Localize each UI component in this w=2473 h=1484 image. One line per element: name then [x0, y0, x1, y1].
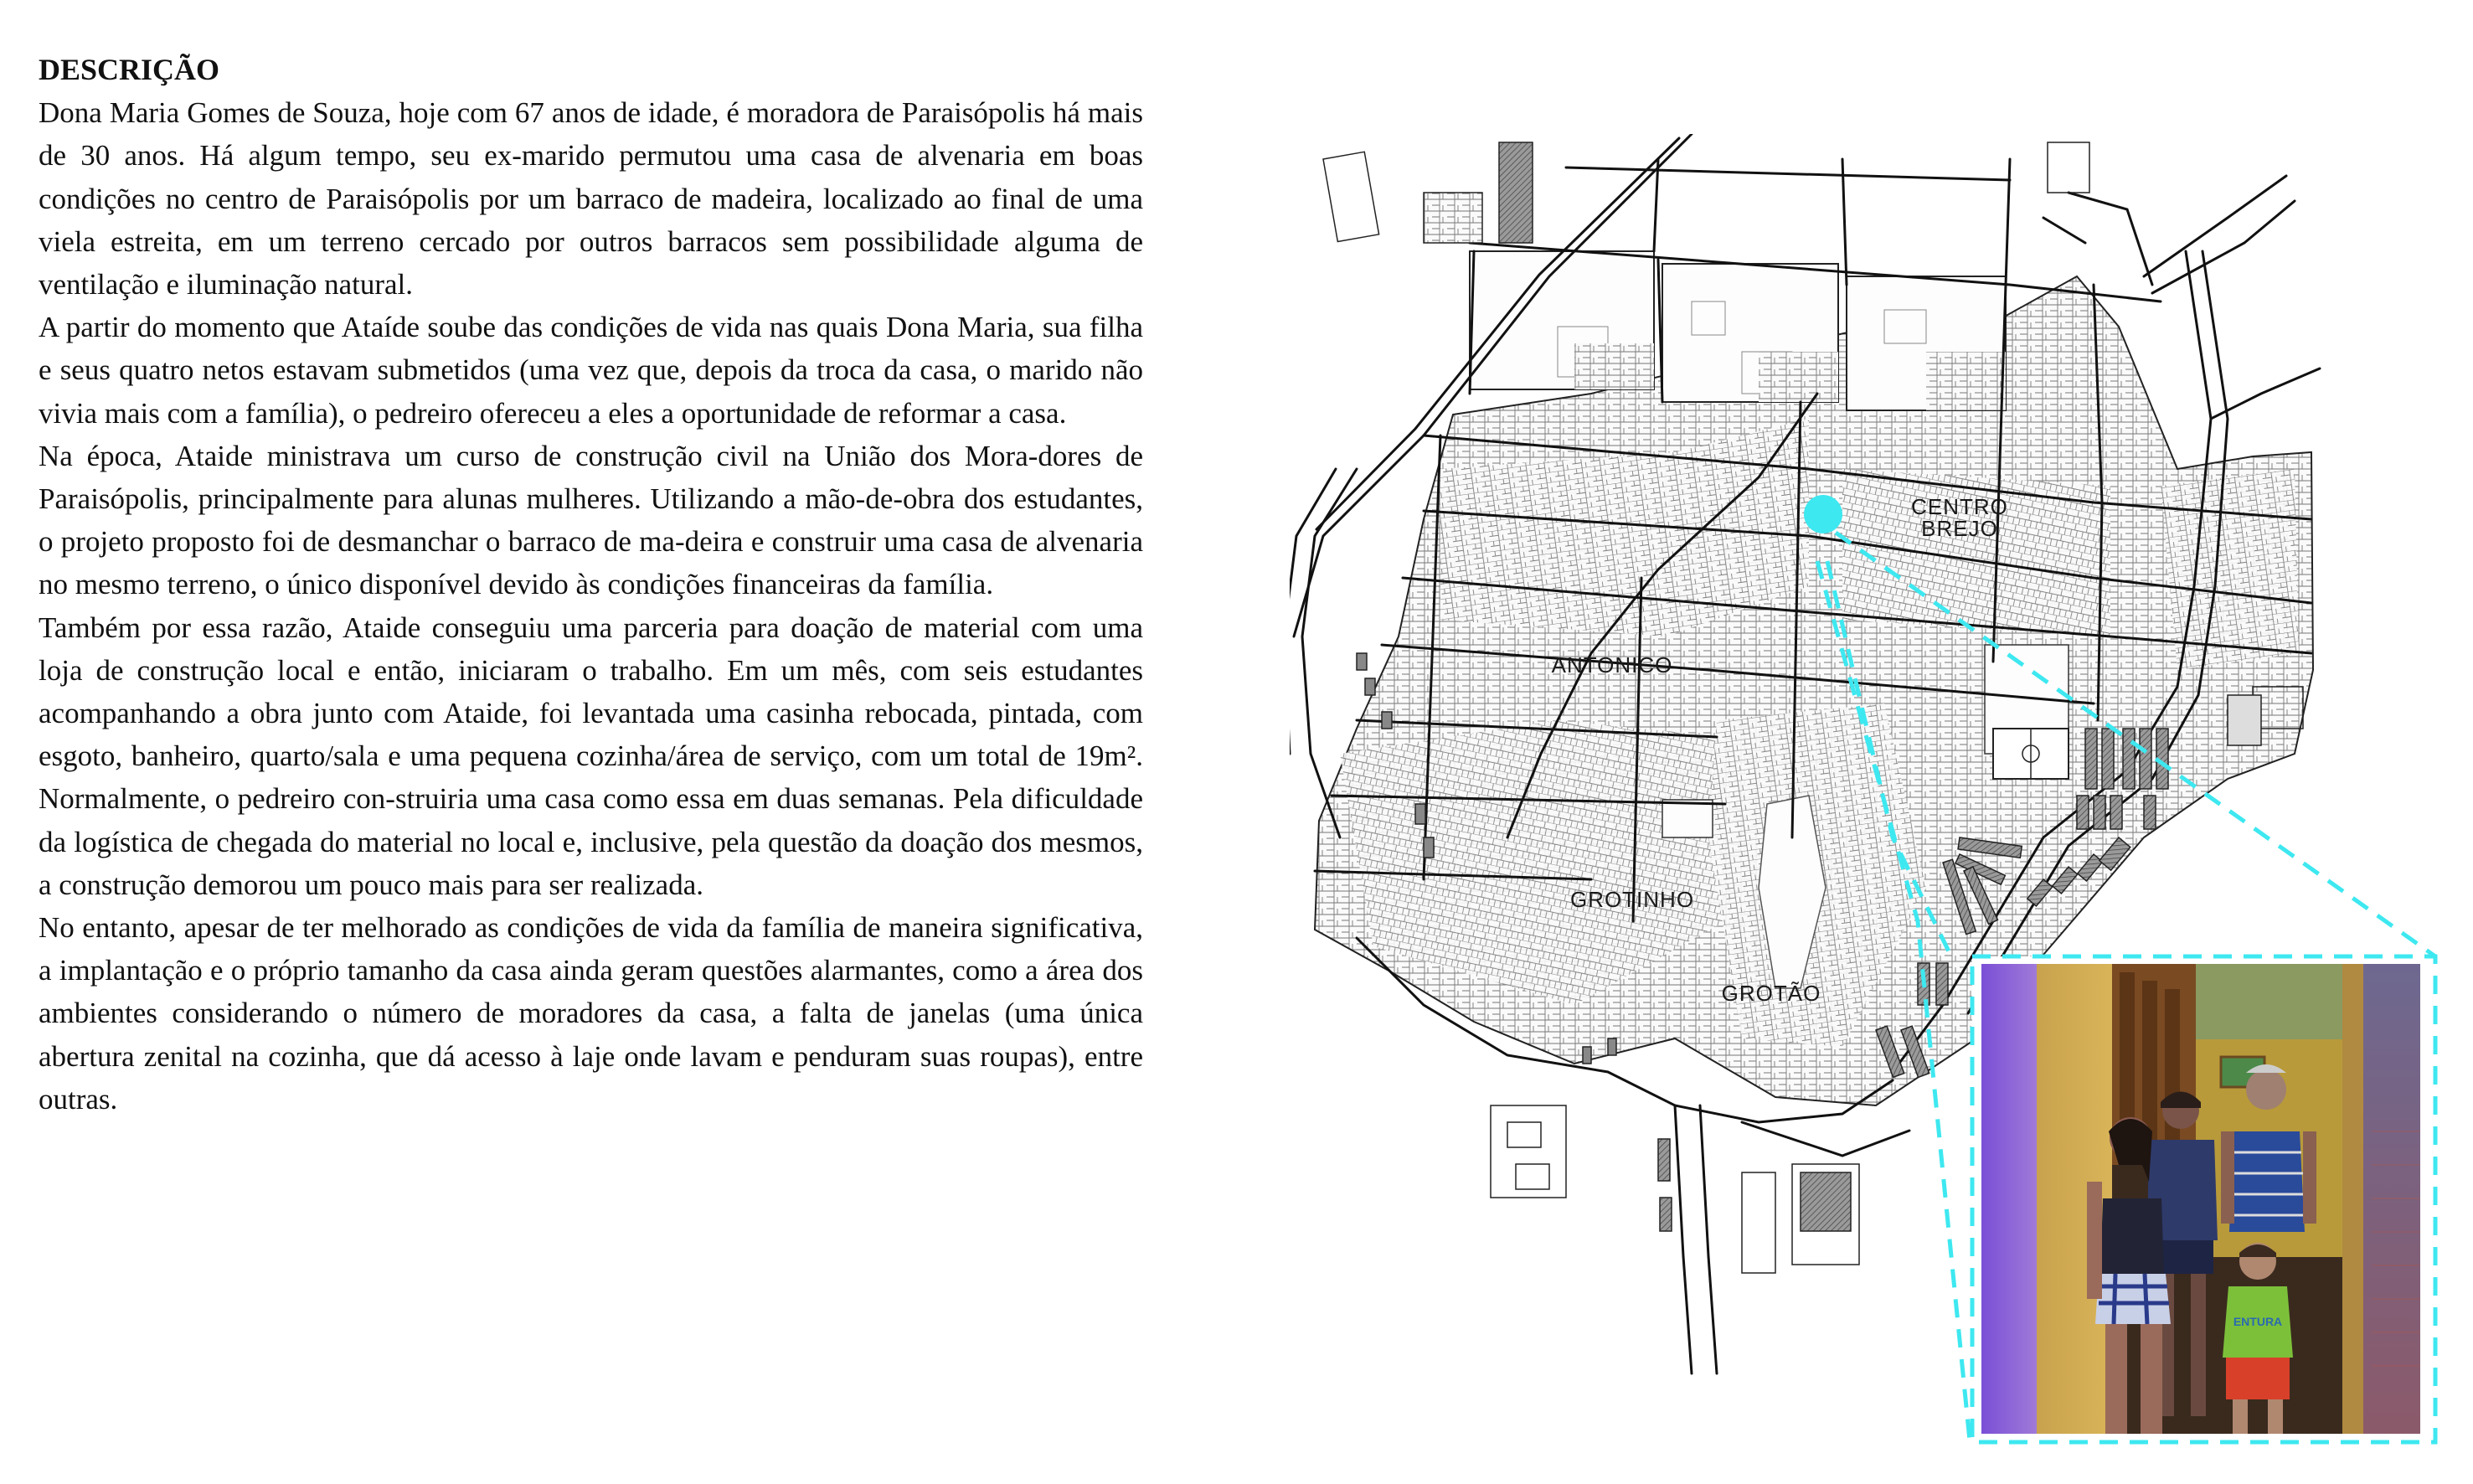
- family-photo: [1981, 964, 2420, 1434]
- label-antonico: ANTONICO: [1551, 652, 1673, 678]
- label-grotao: GROTÃO: [1721, 981, 1821, 1006]
- paragraph-5: No entanto, apesar de ter melhorado as condições de vida da família de maneira significativa, a implantação e o próprio tamanho da casa ainda geram questões alarmantes, como a área dos ambientes considerando o número de moradores da casa, a falta de janelas (uma única abertura zenital na cozinha, que dá acesso à laje onde lavam e penduram suas roupas), entre outras.: [39, 911, 1143, 1116]
- label-centro-brejo-2: BREJO: [1921, 516, 1998, 541]
- location-dot-icon: [1804, 495, 1842, 533]
- description-column: [39, 49, 1143, 1121]
- paragraph-1: Dona Maria Gomes de Souza, hoje com 67 anos de idade, é moradora de Paraisópolis há mais de 30 anos. Há algum tempo, seu ex-marido permutou uma casa de alvenaria em boas condições no centro de Paraisópolis por um barraco de madeira, localizado ao final de uma viela estreita, em um terreno cercado por outros barracos sem possibilidade alguma de ventilação e iluminação natural.: [39, 96, 1143, 301]
- paragraph-2: A partir do momento que Ataíde soube das condições de vida nas quais Dona Maria, sua filha e seus quatro netos estavam submetidos (uma vez que, depois da troca da casa, o marido não vivia mais com a família), o pedreiro ofereceu a eles a oportunidade de reformar a casa.: [39, 311, 1143, 430]
- description-heading: DESCRIÇÃO: [39, 53, 220, 86]
- paragraph-3: Na época, Ataide ministrava um curso de construção civil na União dos Mora-dores de Paraisópolis, principalmente para alunas mulheres. Utilizando a mão-de-obra dos estudantes, o projeto proposto foi de desmanchar o barraco de ma-deira e construir uma casa de alvenaria no mesmo terreno, o único disponível devido às condições financeiras da família.: [39, 439, 1143, 601]
- label-centro-brejo-1: CENTRO: [1911, 494, 2008, 519]
- label-grotinho: GROTINHO: [1569, 887, 1695, 912]
- svg-text:ENTURA: ENTURA: [2233, 1315, 2283, 1328]
- paragraph-4: Também por essa razão, Ataide conseguiu uma parceria para doação de material com uma loja de construção local e então, iniciaram o trabalho. Em um mês, com seis estudantes acompanhando a obra junto com Ataide, foi levantada uma casinha rebocada, pintada, com esgoto, banheiro, quarto/sala e uma pequena cozinha/área de serviço, com um total de 19m². Normalmente, o pedreiro con-struiria uma casa como essa em duas semanas. Pela dificuldade da logística de chegada do material no local e, inclusive, pela questão da doação dos mesmos, a construção demorou um pouco mais para ser realizada.: [39, 611, 1143, 901]
